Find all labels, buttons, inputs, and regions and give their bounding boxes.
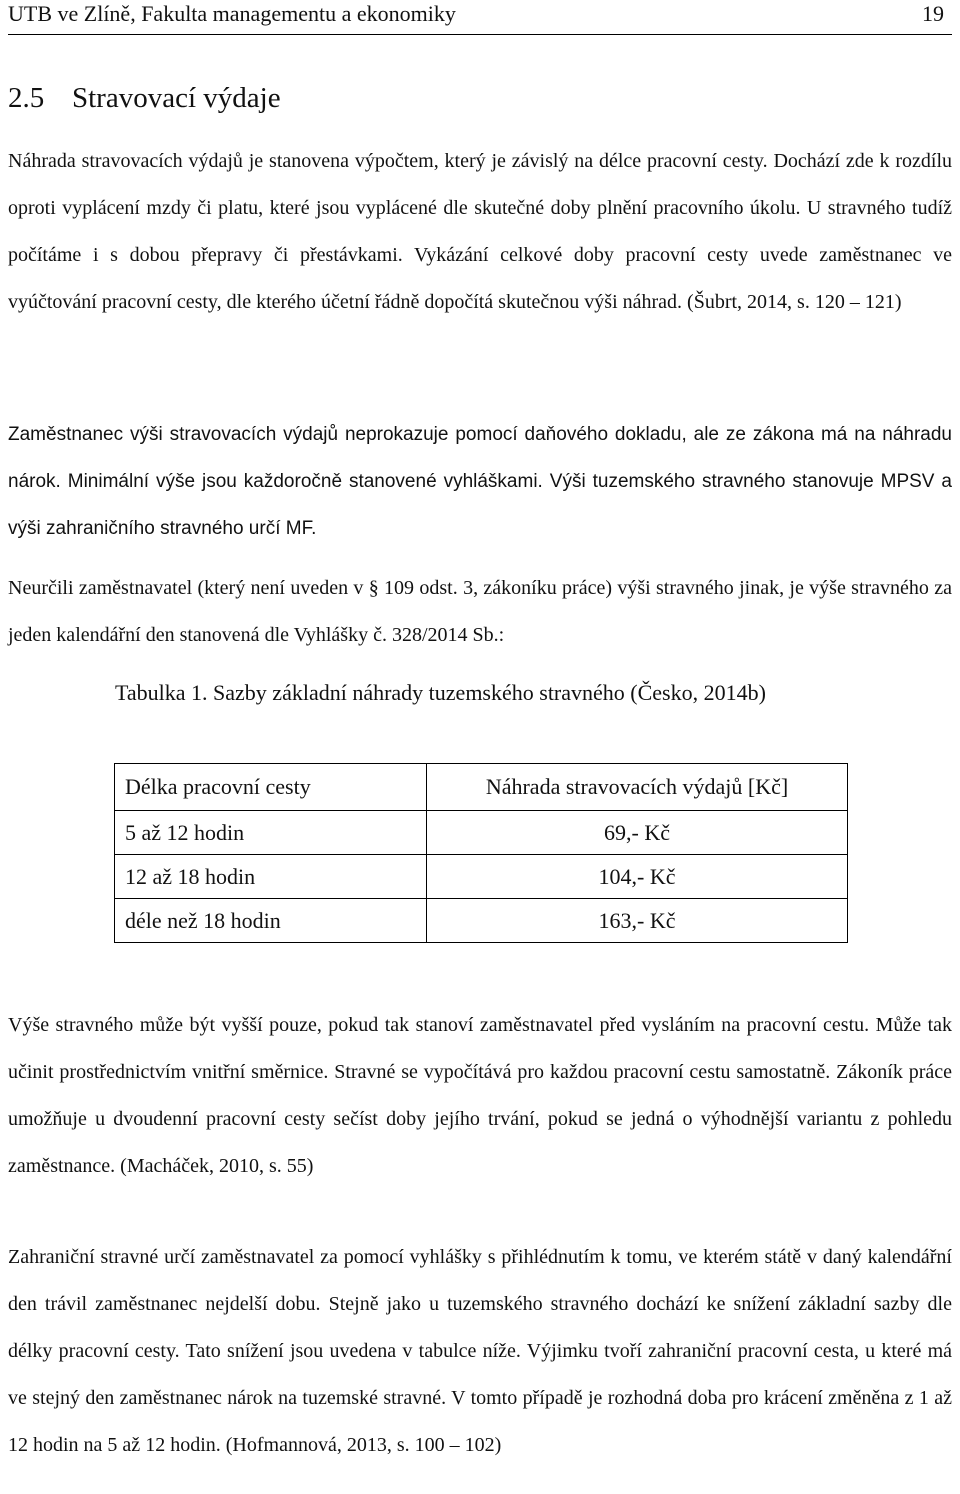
paragraph-1: Náhrada stravovacích výdajů je stanovena výpočtem, který je závislý na délce pracovní cesty. Dochází zde k rozdílu oproti vyplácení mzdy či platu, které jsou vyplácené dle skutečné doby plnění pracovního úkolu. U stravného tudíž počítáme i s dobou přepravy či přestávkami. Vykázání celkové doby pracovní cesty uvede zaměstnanec ve vyúčtování pracovní cesty, dle kterého účetní řádně dopočítá skutečnou výši náhrad. (Šubrt, 2014, s. 120 – 121) (8, 150, 952, 313)
table-caption: Tabulka 1. Sazby základní náhrady tuzemského stravného (Česko, 2014b) (115, 680, 766, 705)
table-row (115, 811, 848, 855)
table-row (115, 855, 848, 899)
section-heading (8, 78, 281, 118)
table-cell-duration: déle než 18 hodin (115, 899, 427, 943)
table-cell-allowance: 104,- Kč (427, 855, 848, 899)
page-header (8, 0, 952, 35)
paragraph-4: Výše stravného může být vyšší pouze, pokud tak stanoví zaměstnavatel před vysláním na pracovní cestu. Může tak učinit prostřednictvím vnitřní směrnice. Stravné se vypočítává pro každou pracovní cestu samostatně. Zákoník práce umožňuje u dvoudenní pracovní cesty sečíst doby jejího trvání, pokud se jedná o výhodnější variantu z pohledu zaměstnance. (Macháček, 2010, s. 55) (8, 1014, 952, 1177)
table-header-allowance: Náhrada stravovacích výdajů [Kč] (427, 764, 848, 811)
section-title: Stravovací výdaje (72, 82, 281, 114)
meal-allowance-table (114, 763, 848, 943)
section-number: 2.5 (8, 82, 45, 114)
table-header-row (115, 764, 848, 811)
table-header-duration: Délka pracovní cesty (115, 764, 427, 811)
header-institution: UTB ve Zlíně, Fakulta managementu a ekonomiky (8, 1, 456, 26)
table-cell-duration: 5 až 12 hodin (115, 811, 427, 855)
table-cell-allowance: 163,- Kč (427, 899, 848, 943)
table-cell-allowance: 69,- Kč (427, 811, 848, 855)
paragraph-2: Zaměstnanec výši stravovacích výdajů neprokazuje pomocí daňového dokladu, ale ze zákona má na náhradu nárok. Minimální výše jsou každoročně stanovené vyhláškami. Výši tuzemského stravného stanovuje MPSV a výši zahraničního stravného určí MF. (8, 424, 952, 539)
paragraph-3: Neurčili zaměstnavatel (který není uveden v § 109 odst. 3, zákoníku práce) výši stravného jinak, je výše stravného za jeden kalendářní den stanovená dle Vyhlášky č. 328/2014 Sb.: (8, 577, 952, 646)
table-row (115, 899, 848, 943)
table-cell-duration: 12 až 18 hodin (115, 855, 427, 899)
paragraph-5: Zahraniční stravné určí zaměstnavatel za pomocí vyhlášky s přihlédnutím k tomu, ve kterém státě v daný kalendářní den trávil zaměstnanec nejdelší dobu. Stejně jako u tuzemského stravného dochází ke snížení základní sazby dle délky pracovní cesty. Tato snížení jsou uvedena v tabulce níže. Výjimku tvoří zahraniční pracovní cesta, u které má ve stejný den zaměstnanec nárok na tuzemské stravné. V tomto případě je rozhodná doba pro krácení změněna z 1 až 12 hodin na 5 až 12 hodin. (Hofmannová, 2013, s. 100 – 102) (8, 1246, 952, 1456)
page-number: 19 (922, 1, 944, 26)
